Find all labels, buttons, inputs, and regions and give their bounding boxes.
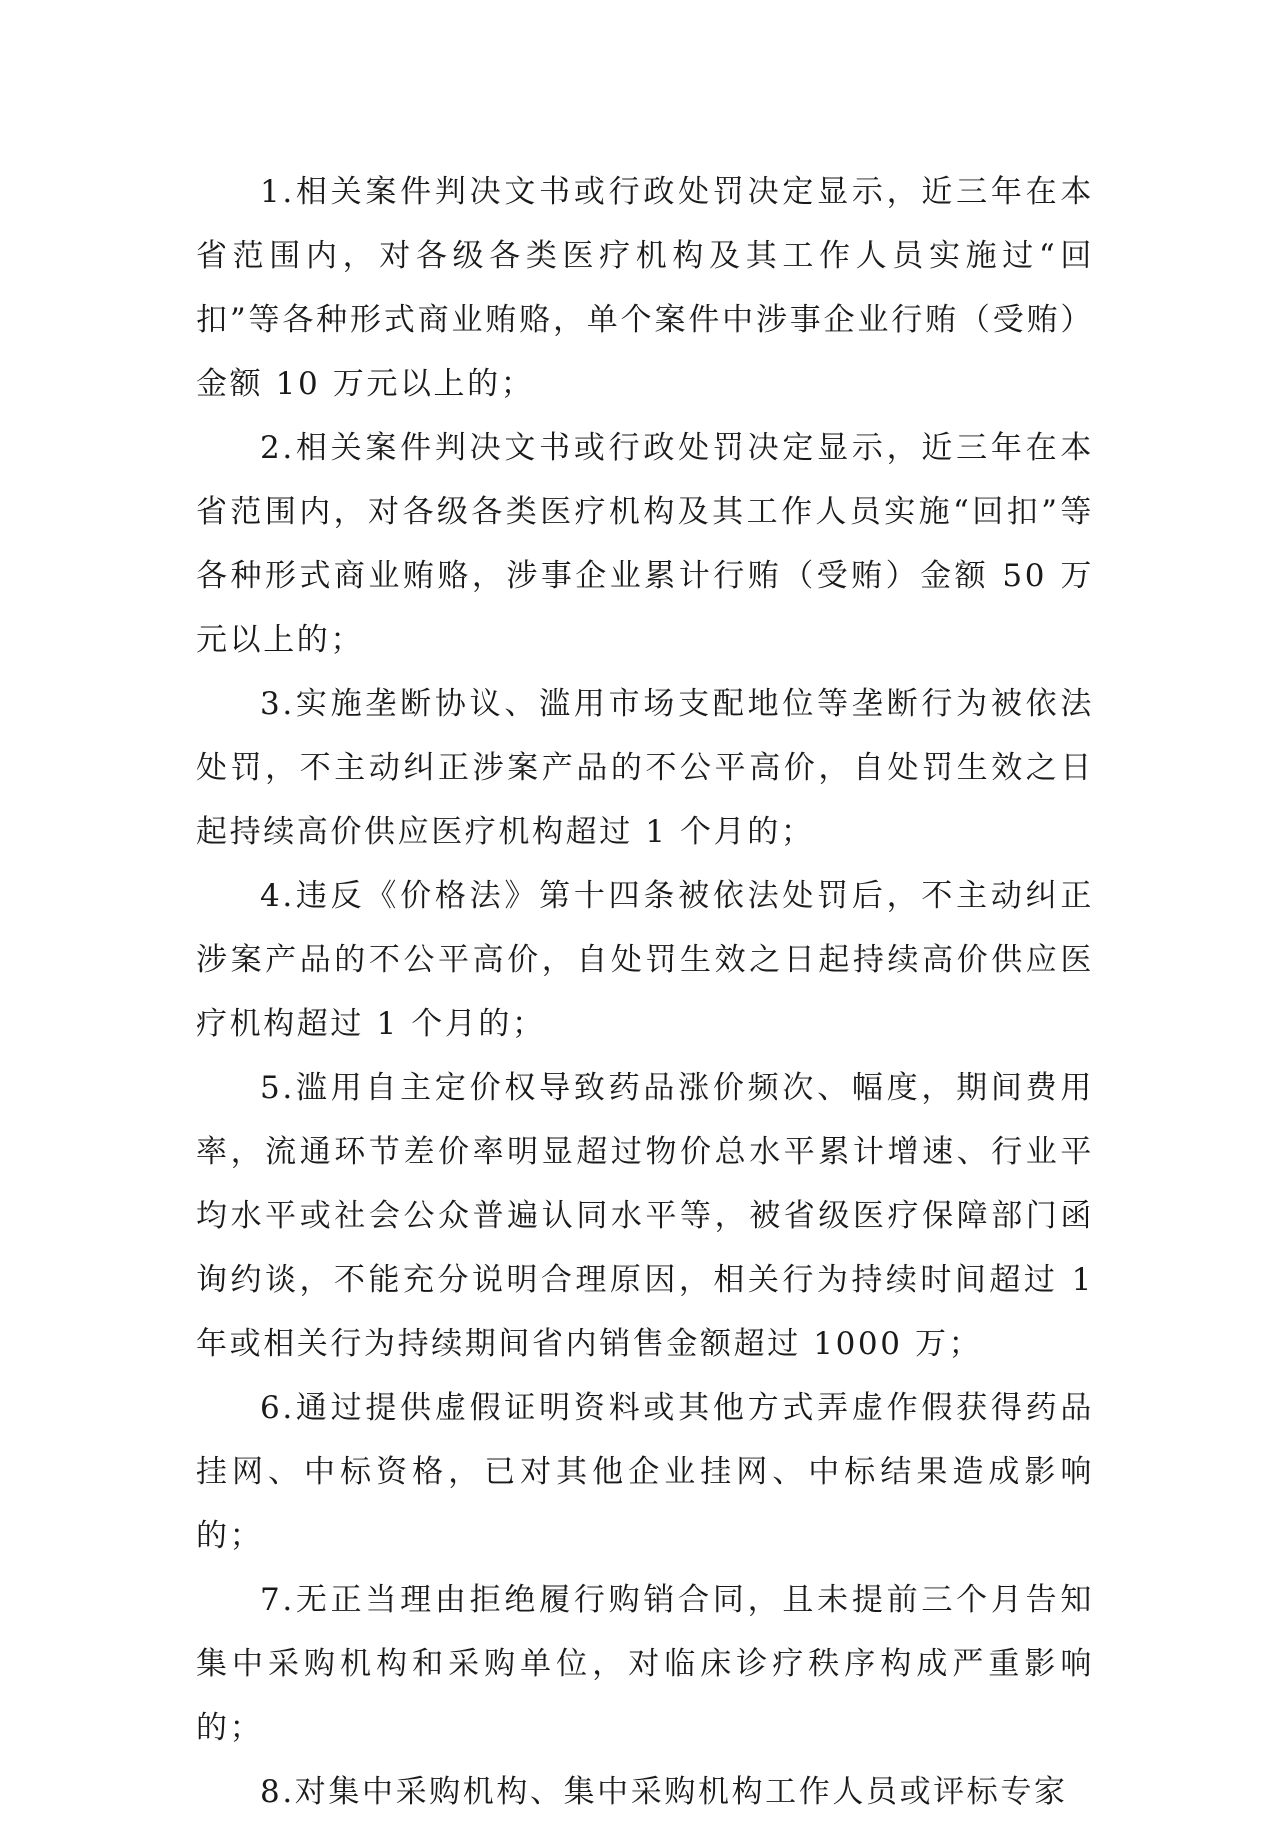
paragraph-item-4: 4.违反《价格法》第十四条被依法处罚后，不主动纠正涉案产品的不公平高价，自处罚生效之日起持续高价供应医疗机构超过 1 个月的； xyxy=(196,878,1094,1042)
paragraph-item-2: 2.相关案件判决文书或行政处罚决定显示，近三年在本省范围内，对各级各类医疗机构及其工作人员实施“回扣”等各种形式商业贿赂，涉事企业累计行贿（受贿）金额 50 万元以上的； xyxy=(196,430,1094,658)
paragraph-item-1: 1.相关案件判决文书或行政处罚决定显示，近三年在本省范围内，对各级各类医疗机构及其工作人员实施过“回扣”等各种形式商业贿赂，单个案件中涉事企业行贿（受贿）金额 10 万元以上的； xyxy=(196,174,1094,402)
paragraph-item-3: 3.实施垄断协议、滥用市场支配地位等垄断行为被依法处罚，不主动纠正涉案产品的不公平高价，自处罚生效之日起持续高价供应医疗机构超过 1 个月的； xyxy=(196,686,1094,850)
paragraph-item-5: 5.滥用自主定价权导致药品涨价频次、幅度，期间费用率，流通环节差价率明显超过物价总水平累计增速、行业平均水平或社会公众普遍认同水平等，被省级医疗保障部门函询约谈，不能充分说明合理原因，相关行为持续时间超过 1 年或相关行为持续期间省内销售金额超过 1000 万； xyxy=(196,1070,1094,1362)
paragraph-item-6: 6.通过提供虚假证明资料或其他方式弄虚作假获得药品挂网、中标资格，已对其他企业挂网、中标结果造成影响的； xyxy=(196,1390,1094,1554)
paragraph-item-7: 7.无正当理由拒绝履行购销合同，且未提前三个月告知集中采购机构和采购单位，对临床诊疗秩序构成严重影响的； xyxy=(196,1582,1094,1746)
document-body xyxy=(196,160,1094,1824)
paragraph-item-8: 8.对集中采购机构、集中采购机构工作人员或评标专家 xyxy=(260,1774,1068,1810)
